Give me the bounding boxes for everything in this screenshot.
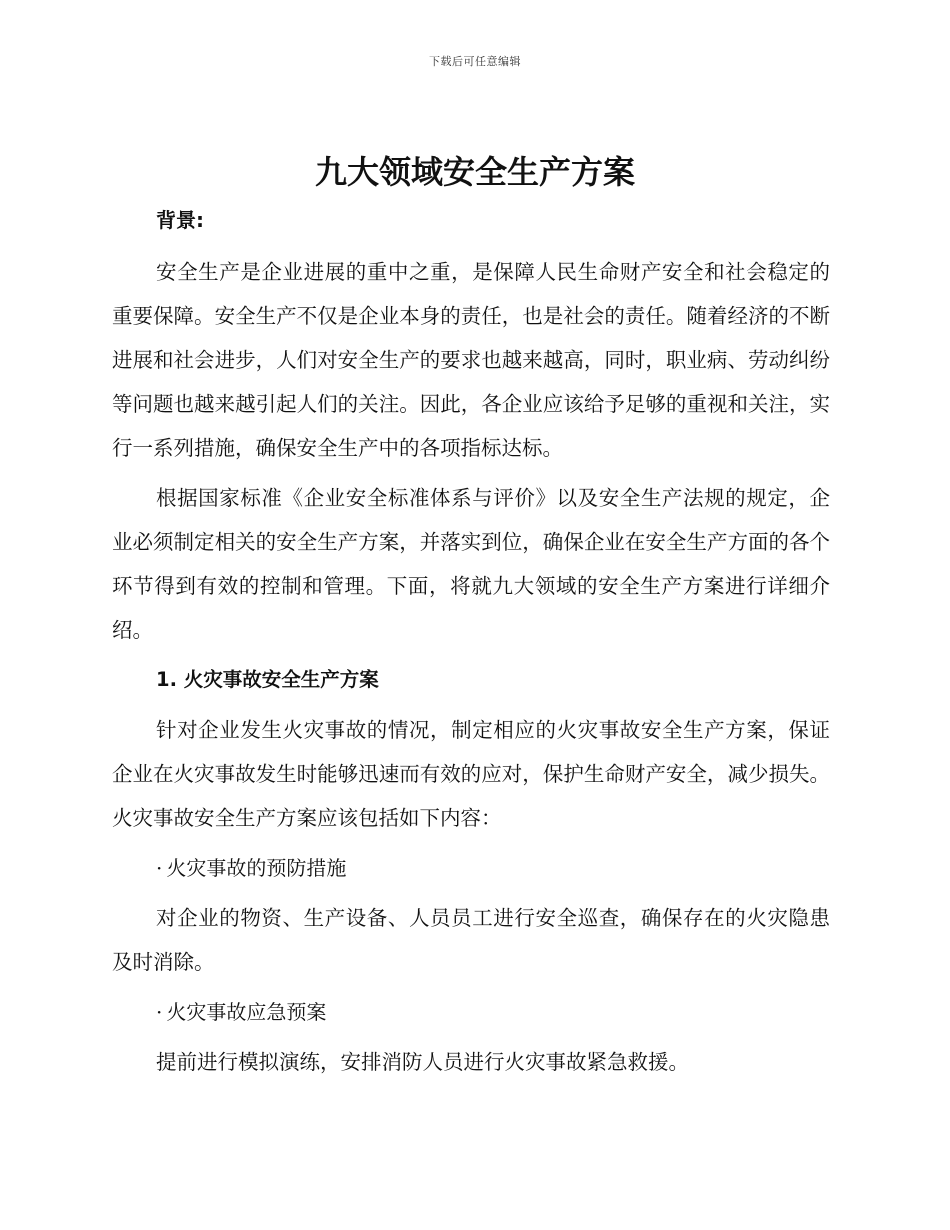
- bullet-label: 火灾事故应急预案: [166, 1000, 327, 1024]
- section-1-item-2-text: 提前进行模拟演练，安排消防人员进行火灾事故紧急救援。: [156, 1050, 689, 1074]
- section-1-item-1-label: [112, 846, 830, 890]
- section-1-item-1-text: 对企业的物资、生产设备、人员员工进行安全巡查，确保存在的火灾隐患及时消除。: [112, 906, 830, 974]
- document-body: [112, 200, 830, 1086]
- document-title: 九大领域安全生产方案: [314, 153, 635, 191]
- background-paragraph-2: 根据国家标准《企业安全标准体系与评价》以及安全生产法规的规定，企业必须制定相关的安全生产方案，并落实到位，确保企业在安全生产方面的各个环节得到有效的控制和管理。下面，将就九大领域的安全生产方案进行详细介绍。: [112, 486, 830, 642]
- section-1-heading: 1. 火灾事故安全生产方案: [156, 668, 379, 691]
- background-label: 背景:: [156, 208, 204, 232]
- section-1-intro: 针对企业发生火灾事故的情况，制定相应的火灾事故安全生产方案，保证企业在火灾事故发生时能够迅速而有效的应对，保护生命财产安全，减少损失。火灾事故安全生产方案应该包括如下内容：: [112, 718, 830, 830]
- background-paragraph-1: 安全生产是企业进展的重中之重，是保障人民生命财产安全和社会稳定的重要保障。安全生产不仅是企业本身的责任，也是社会的责任。随着经济的不断进展和社会进步，人们对安全生产的要求也越来越高，同时，职业病、劳动纠纷等问题也越来越引起人们的关注。因此，各企业应该给予足够的重视和关注，实行一系列措施，确保安全生产中的各项指标达标。: [112, 260, 830, 460]
- bullet-dot: ·: [156, 1000, 163, 1024]
- bullet-dot: ·: [156, 856, 163, 880]
- page-header: 下载后可任意编辑: [429, 55, 521, 68]
- section-1-item-2-label: [112, 990, 830, 1034]
- bullet-label: 火灾事故的预防措施: [166, 856, 347, 880]
